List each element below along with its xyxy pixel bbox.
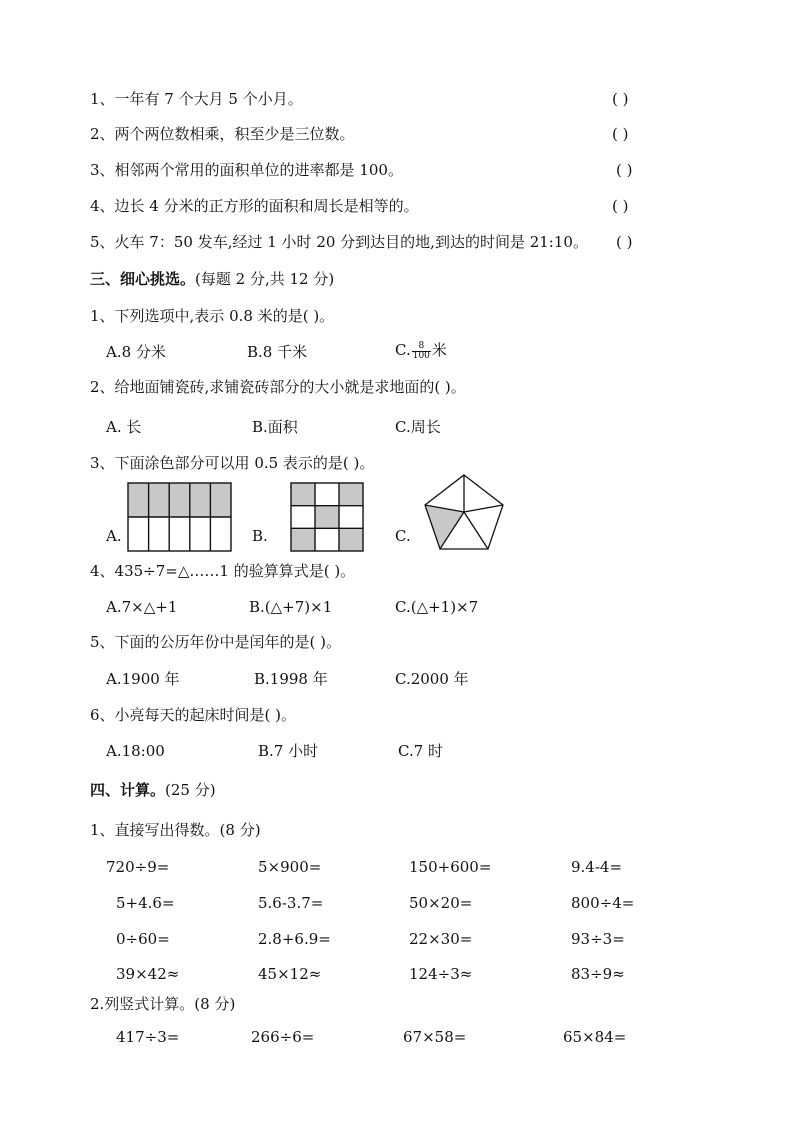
calc-sub1-title: 1、直接写出得数。(8 分) xyxy=(90,821,261,839)
section3-heading xyxy=(90,270,334,288)
calc-sub2-title: 2.列竖式计算。(8 分) xyxy=(90,995,236,1013)
shaded-cell xyxy=(315,506,339,529)
calc-item: 50×20= xyxy=(409,894,473,912)
calc-item: 9.4-4= xyxy=(571,858,623,876)
figure-a-grid xyxy=(127,482,233,552)
calc-item: 22×30= xyxy=(409,930,473,948)
q5-option-a[interactable]: A.1900 年 xyxy=(106,670,180,688)
q4-stem: 4、435÷7=△……1 的验算算式是( )。 xyxy=(90,562,356,580)
calc-item: 39×42≈ xyxy=(116,965,180,983)
section4-heading xyxy=(90,781,216,799)
section3-title: 三、细心挑选。 xyxy=(90,270,196,288)
vertical-calc-item: 67×58= xyxy=(403,1028,467,1046)
q1-option-a[interactable]: A.8 分米 xyxy=(106,343,166,361)
q5-option-c[interactable]: C.2000 年 xyxy=(395,670,469,688)
judge-item-4: 4、边长 4 分米的正方形的面积和周长是相等的。 xyxy=(90,197,419,215)
q5-stem: 5、下面的公历年份中是闰年的是( )。 xyxy=(90,633,342,651)
q3-stem: 3、下面涂色部分可以用 0.5 表示的是( )。 xyxy=(90,454,375,472)
q2-option-b[interactable]: B.面积 xyxy=(252,418,298,436)
shaded-cell xyxy=(128,483,149,517)
section4-note: (25 分) xyxy=(165,781,216,799)
shaded-cell xyxy=(210,483,231,517)
shaded-cell xyxy=(169,483,190,517)
calc-item: 0÷60= xyxy=(116,930,170,948)
calc-item: 83÷9≈ xyxy=(571,965,625,983)
calc-item: 2.8+6.9= xyxy=(258,930,331,948)
vertical-calc-item: 266÷6= xyxy=(251,1028,315,1046)
q6-option-a[interactable]: A.18:00 xyxy=(106,742,165,760)
q3-option-c[interactable]: C. xyxy=(395,527,411,545)
section4-title: 四、计算。 xyxy=(90,781,166,799)
shaded-cell xyxy=(339,483,363,506)
calc-item: 124÷3≈ xyxy=(409,965,473,983)
q6-option-b[interactable]: B.7 小时 xyxy=(258,742,319,760)
q4-option-b[interactable]: B.(△+7)×1 xyxy=(249,598,333,616)
q2-option-c[interactable]: C.周长 xyxy=(395,418,441,436)
judge-paren-5[interactable]: ( ) xyxy=(616,233,633,251)
shaded-cell xyxy=(149,483,170,517)
vertical-calc-item: 417÷3= xyxy=(116,1028,180,1046)
q1-option-c-prefix: C. xyxy=(395,341,411,359)
section3-note: (每题 2 分,共 12 分) xyxy=(195,270,335,288)
calc-item: 5+4.6= xyxy=(116,894,175,912)
shaded-cell xyxy=(291,483,315,506)
calc-item: 800÷4= xyxy=(571,894,635,912)
q2-option-a[interactable]: A. 长 xyxy=(106,418,142,436)
shaded-cell xyxy=(190,483,211,517)
q3-option-a[interactable]: A. xyxy=(106,527,122,545)
q6-stem: 6、小亮每天的起床时间是( )。 xyxy=(90,706,297,724)
q3-option-b[interactable]: B. xyxy=(252,527,268,545)
calc-item: 5×900= xyxy=(258,858,322,876)
judge-paren-4[interactable]: ( ) xyxy=(612,197,629,215)
judge-item-3: 3、相邻两个常用的面积单位的进率都是 100。 xyxy=(90,161,403,179)
calc-item: 720÷9= xyxy=(106,858,170,876)
figure-b-grid xyxy=(290,482,364,552)
q1-option-b[interactable]: B.8 千米 xyxy=(247,343,308,361)
shaded-cell xyxy=(339,528,363,551)
q5-option-b[interactable]: B.1998 年 xyxy=(254,670,328,688)
judge-paren-1[interactable]: ( ) xyxy=(612,90,629,108)
judge-paren-3[interactable]: ( ) xyxy=(616,161,633,179)
calc-item: 5.6-3.7= xyxy=(258,894,324,912)
q1-stem: 1、下列选项中,表示 0.8 米的是( )。 xyxy=(90,307,335,325)
judge-paren-2[interactable]: ( ) xyxy=(612,125,629,143)
q1-option-c-suffix: 米 xyxy=(431,341,447,359)
calc-item: 93÷3= xyxy=(571,930,625,948)
judge-item-1: 1、一年有 7 个大月 5 个小月。 xyxy=(90,90,303,108)
vertical-calc-item: 65×84= xyxy=(563,1028,627,1046)
fraction xyxy=(412,342,431,361)
q2-stem: 2、给地面铺瓷砖,求铺瓷砖部分的大小就是求地面的( )。 xyxy=(90,378,466,396)
calc-item: 45×12≈ xyxy=(258,965,322,983)
judge-item-5: 5、火车 7：50 发车,经过 1 小时 20 分到达目的地,到达的时间是 21:10。 xyxy=(90,233,588,251)
figure-c-pentagon xyxy=(422,472,506,552)
shaded-cell xyxy=(291,528,315,551)
q1-option-c[interactable] xyxy=(395,341,447,361)
fraction-numerator: 8 xyxy=(412,342,431,352)
q4-option-a[interactable]: A.7×△+1 xyxy=(106,598,178,616)
calc-item: 150+600= xyxy=(409,858,492,876)
q4-option-c[interactable]: C.(△+1)×7 xyxy=(395,598,479,616)
q6-option-c[interactable]: C.7 时 xyxy=(398,742,444,760)
fraction-denominator: 100 xyxy=(412,350,430,361)
judge-item-2: 2、两个两位数相乘，积至少是三位数。 xyxy=(90,125,355,143)
